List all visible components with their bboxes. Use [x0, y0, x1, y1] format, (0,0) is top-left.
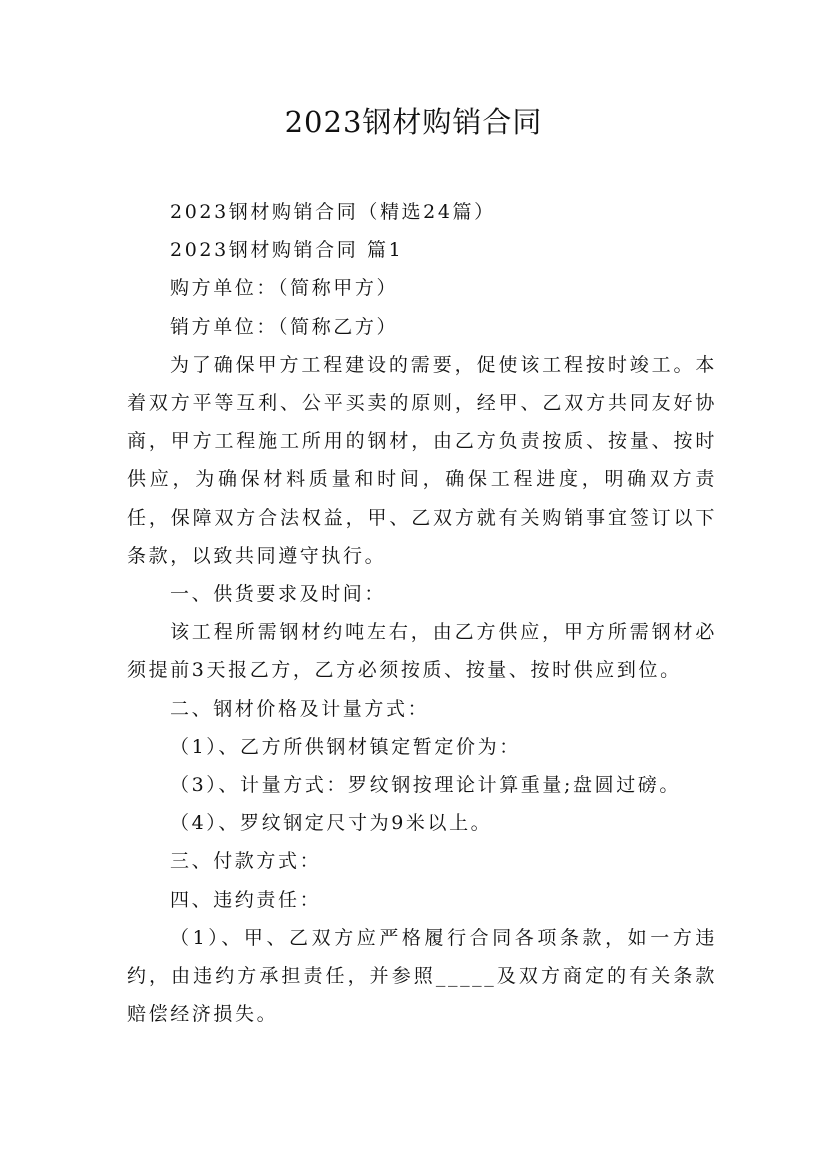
- paragraph-preamble: 为了确保甲方工程建设的需要，促使该工程按时竣工。本着双方平等互利、公平买卖的原则，经甲、乙双方共同友好协商，甲方工程施工所用的钢材，由乙方负责按质、按量、按时供应，为确保材料质量和时间，确保工程进度，明确双方责任，保障双方合法权益，甲、乙双方就有关购销事宜签订以下条款，以致共同遵守执行。: [127, 353, 717, 567]
- document-body: [127, 193, 717, 1033]
- paragraph-buyer: 购方单位：（简称甲方）: [170, 277, 399, 300]
- paragraph-subtitle: 2023钢材购销合同（精选24篇）: [170, 201, 496, 223]
- paragraph-clause-2-heading: 二、钢材价格及计量方式：: [170, 697, 430, 720]
- paragraph-clause-1-body: 该工程所需钢材约吨左右，由乙方供应，甲方所需钢材必须提前3天报乙方，乙方必须按质、按量、按时供应到位。: [127, 621, 717, 682]
- paragraph-clause-2-item-4: （4）、罗纹钢定尺寸为9米以上。: [170, 812, 493, 835]
- document-title: 2023钢材购销合同: [284, 105, 543, 139]
- paragraph-clause-2-item-3: （3）、计量方式：罗纹钢按理论计算重量;盘圆过磅。: [170, 774, 681, 797]
- paragraph-seller: 销方单位：（简称乙方）: [170, 315, 399, 338]
- paragraph-clause-3-heading: 三、付款方式：: [170, 850, 322, 873]
- paragraph-clause-4-item-1: （1）、甲、乙双方应严格履行合同各项条款，如一方违约，由违约方承担责任，并参照_____及双方商定的有关条款赔偿经济损失。: [127, 926, 717, 1026]
- paragraph-clause-4-heading: 四、违约责任：: [170, 888, 322, 911]
- paragraph-clause-2-item-1: （1）、乙方所供钢材镇定暂定价为：: [170, 735, 521, 758]
- paragraph-clause-1-heading: 一、供货要求及时间：: [170, 583, 387, 606]
- paragraph-section-heading: 2023钢材购销合同 篇1: [170, 239, 404, 262]
